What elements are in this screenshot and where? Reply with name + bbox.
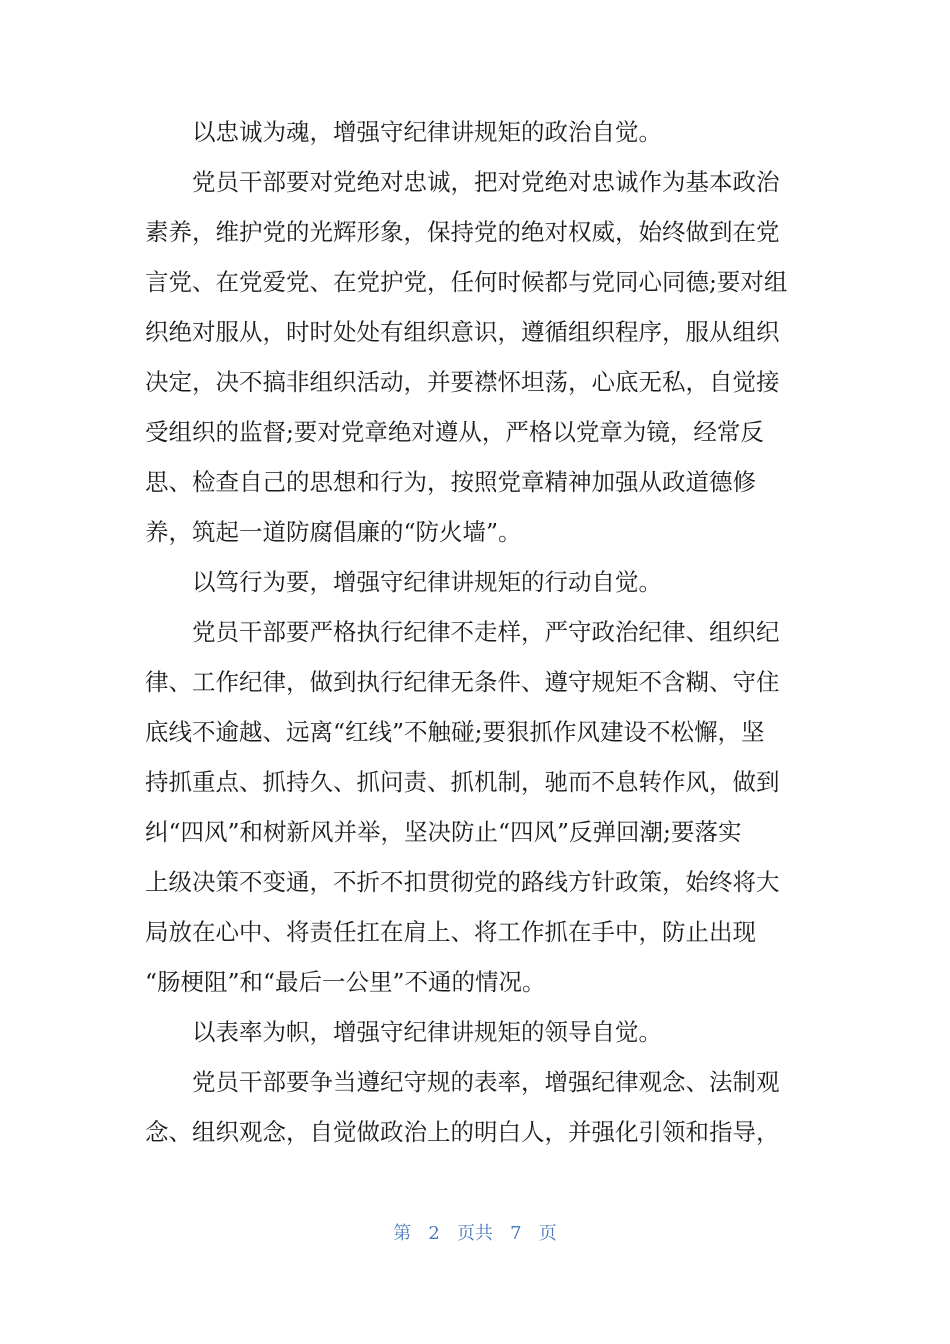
footer-total-pages: 7: [510, 1223, 522, 1244]
footer-page-suffix: 页: [538, 1223, 557, 1244]
text-line: 受组织的监督;要对党章绝对遵从，严格以党章为镜，经常反: [145, 418, 764, 446]
text-line: 律、工作纪律，做到执行纪律无条件、遵守规矩不含糊、守住: [145, 668, 780, 696]
text-line: 养，筑起一道防腐倡廉的“防火墙”。: [145, 518, 522, 546]
text-line: 党员干部要争当遵纪守规的表率，增强纪律观念、法制观: [145, 1068, 780, 1096]
text-line: 局放在心中、将责任扛在肩上、将工作抓在手中，防止出现: [145, 918, 756, 946]
text-line: 上级决策不变通，不折不扣贯彻党的路线方针政策，始终将大: [145, 868, 780, 896]
text-line: 决定，决不搞非组织活动，并要襟怀坦荡，心底无私，自觉接: [145, 368, 780, 396]
text-line: 念、组织观念，自觉做政治上的明白人，并强化引领和指导，: [145, 1118, 780, 1146]
footer-page-middle: 页共: [457, 1223, 493, 1244]
text-line: 思、检查自己的思想和行为，按照党章精神加强从政道德修: [145, 468, 756, 496]
text-line: 素养，维护党的光辉形象，保持党的绝对权威，始终做到在党: [145, 218, 780, 246]
text-line: “肠梗阻”和“最后一公里”不通的情况。: [145, 968, 546, 996]
text-line: 党员干部要严格执行纪律不走样，严守政治纪律、组织纪: [145, 618, 780, 646]
page-footer: [0, 1222, 950, 1246]
text-line: 底线不逾越、远离“红线”不触碰;要狠抓作风建设不松懈，坚: [145, 718, 765, 746]
text-line: 以表率为帜，增强守纪律讲规矩的领导自觉。: [145, 1018, 662, 1046]
text-line: 党员干部要对党绝对忠诚，把对党绝对忠诚作为基本政治: [145, 168, 780, 196]
text-line: 以忠诚为魂，增强守纪律讲规矩的政治自觉。: [145, 118, 662, 146]
text-line: 纠“四风”和树新风并举，坚决防止“四风”反弹回潮;要落实: [145, 818, 742, 846]
footer-page-number: 2: [428, 1223, 440, 1244]
text-line: 言党、在党爱党、在党护党，任何时候都与党同心同德;要对组: [145, 268, 788, 296]
text-line: 织绝对服从，时时处处有组织意识，遵循组织程序，服从组织: [145, 318, 780, 346]
text-line: 持抓重点、抓持久、抓问责、抓机制，驰而不息转作风，做到: [145, 768, 780, 796]
text-line: 以笃行为要，增强守纪律讲规矩的行动自觉。: [145, 568, 662, 596]
footer-page-prefix: 第: [393, 1223, 412, 1244]
